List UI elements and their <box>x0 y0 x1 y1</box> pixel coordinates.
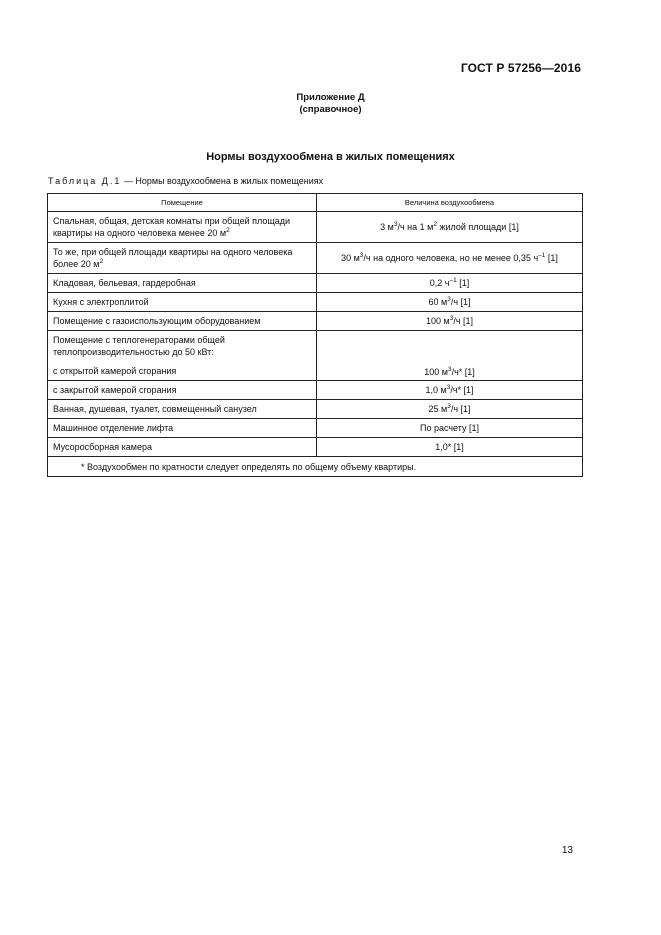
appendix-subtitle: (справочное) <box>299 104 362 115</box>
table-row <box>48 400 583 419</box>
room-cell: Мусоросборная камера <box>48 438 317 457</box>
value-cell: 1,0* [1] <box>317 438 583 457</box>
room-cell: с открытой камерой сгорания <box>48 362 317 381</box>
table-row <box>48 212 583 243</box>
section-heading: Нормы воздухообмена в жилых помещениях <box>206 151 455 163</box>
air-exchange-table <box>47 193 583 477</box>
value-cell: 30 $м^3/ч$ на одного человека, но не менее 0,35 $ч^{-1}$ [1] <box>317 243 583 274</box>
col-header-value: Величина воздухообмена <box>317 194 583 212</box>
table-header-row <box>48 194 583 212</box>
value-cell: 25 $м^3/ч$ [1] <box>317 400 583 419</box>
value-cell: 60 $м^3/ч$ [1] <box>317 293 583 312</box>
value-cell: 0,2 $ч^{-1}$ [1] <box>317 274 583 293</box>
table-footnote-row <box>48 457 583 477</box>
col-header-room: Помещение <box>48 194 317 212</box>
room-cell: То же, при общей площади квартиры на одного человека более 20 $м^2$ <box>48 243 317 274</box>
appendix-title: Приложение Д <box>296 92 365 103</box>
table-caption-text: — Нормы воздухообмена в жилых помещениях <box>121 176 324 186</box>
room-cell: Помещение с теплогенераторами общей теплопроизводительностью до 50 кВт: <box>48 331 317 362</box>
table-footnote: * Воздухообмен по кратности следует определять по общему объему квартиры. <box>48 457 583 477</box>
room-cell: с закрытой камерой сгорания <box>48 381 317 400</box>
room-cell: Машинное отделение лифта <box>48 419 317 438</box>
table-row <box>48 274 583 293</box>
value-cell: 100 $м^3/ч$ [1] <box>317 312 583 331</box>
table-caption <box>48 176 323 186</box>
value-cell: 100 $м^3/ч*$ [1] <box>317 331 583 381</box>
value-cell: По расчету [1] <box>317 419 583 438</box>
value-cell: 3 $м^3/ч$ на 1 $м^2$ жилой площади [1] <box>317 212 583 243</box>
table-row <box>48 419 583 438</box>
table-row <box>48 381 583 400</box>
table-row <box>48 293 583 312</box>
room-cell: Спальная, общая, детская комнаты при общей площади квартиры на одного человека менее 20 $м^2$ <box>48 212 317 243</box>
table-row <box>48 438 583 457</box>
room-cell: Помещение с газоиспользующим оборудованием <box>48 312 317 331</box>
table-row-group-heading <box>48 331 583 362</box>
appendix-title-block <box>0 92 661 116</box>
room-cell: Кухня с электроплитой <box>48 293 317 312</box>
page-number: 13 <box>561 845 573 856</box>
table-caption-label: Таблица Д.1 <box>48 176 122 186</box>
table-row <box>48 243 583 274</box>
room-cell: Кладовая, бельевая, гардеробная <box>48 274 317 293</box>
value-cell: 1,0 $м^3/ч*$ [1] <box>317 381 583 400</box>
document-code: ГОСТ Р 57256—2016 <box>460 61 581 75</box>
room-cell: Ванная, душевая, туалет, совмещенный санузел <box>48 400 317 419</box>
table-row <box>48 312 583 331</box>
